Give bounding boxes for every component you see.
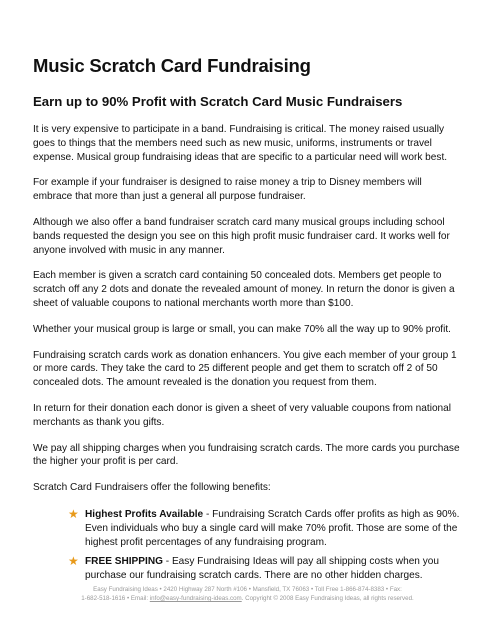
paragraph-benefits-intro: Scratch Card Fundraisers offer the following benefits:: [33, 482, 271, 494]
page-footer: [20, 585, 475, 603]
benefit-text: - Easy Fundraising Ideas will pay all shipping costs when you purchase our fundraising scratch cards. There are no other hidden charges.: [85, 556, 440, 582]
paragraph-band-card: Although we also offer a band fundraiser scratch card many musical groups including school bands requested the design you see on this high profit music fundraiser card. It works well for anyone involved with music in any manner.: [33, 216, 450, 256]
paragraph-example: For example if your fundraiser is designed to raise money a trip to Disney members will embrace that more than just a general all purpose fundraiser.: [33, 177, 422, 203]
star-icon: ★: [68, 506, 79, 521]
paragraph-how-it-works: Each member is given a scratch card containing 50 concealed dots. Members get people to scratch off any 2 dots and donate the revealed amount of money. In return the donor is given a sheet of valuable coupons to national merchants worth more than $100.: [33, 270, 455, 309]
benefit-heading: Highest Profits Available: [85, 508, 204, 520]
paragraph-profit: Whether your musical group is large or small, you can make 70% all the way up to 90% profit.: [33, 323, 451, 335]
benefit-text: - Fundraising Scratch Cards offer profits as high as 90%. Even individuals who buy a single card will make 70% profit. Those are some of the highest profit percentages of any fundraising program.: [85, 508, 460, 548]
document-body: [33, 55, 463, 589]
paragraph-shipping: We pay all shipping charges when you fundraising scratch cards. The more cards you purchase the higher your profit is per card.: [33, 442, 460, 468]
paragraph-coupons: In return for their donation each donor is given a sheet of very valuable coupons from national merchants as thank you gifts.: [33, 402, 452, 428]
footer-copyright: . Copyright © 2008 Easy Fundraising Ideas, all rights reserved.: [241, 595, 414, 602]
paragraph-donation-enhancers: Fundraising scratch cards work as donation enhancers. You give each member of your group 1 or more cards. They take the card to 25 different people and get them to scratch off 2 of 50 concealed dots. The amount revealed is the donation you request from them.: [33, 349, 457, 389]
page-subtitle: Earn up to 90% Profit with Scratch Card Music Fundraisers: [33, 94, 403, 109]
footer-line-contact: [20, 594, 475, 603]
star-icon: ★: [68, 554, 79, 569]
benefit-heading: FREE SHIPPING: [85, 556, 163, 568]
footer-contact-prefix: 1-682-518-1616 • Email:: [81, 595, 150, 602]
paragraph-intro: It is very expensive to participate in a band. Fundraising is critical. The money raised usually goes to things that the members need such as new music, uniforms, instruments or travel expense. Musical group fundraising ideas that are specific to a particular need will work best.: [33, 124, 448, 163]
footer-line-address: Easy Fundraising Ideas • 2420 Highway 287 North #106 • Mansfield, TX 76063 • Toll Free 1-866-874-8383 • Fax:: [93, 586, 402, 593]
list-item: [33, 508, 463, 549]
benefits-list: [33, 508, 463, 583]
footer-email-link[interactable]: info@easy-fundraising-ideas.com: [149, 595, 242, 602]
page-title: Music Scratch Card Fundraising: [33, 55, 311, 76]
list-item: [33, 555, 463, 583]
